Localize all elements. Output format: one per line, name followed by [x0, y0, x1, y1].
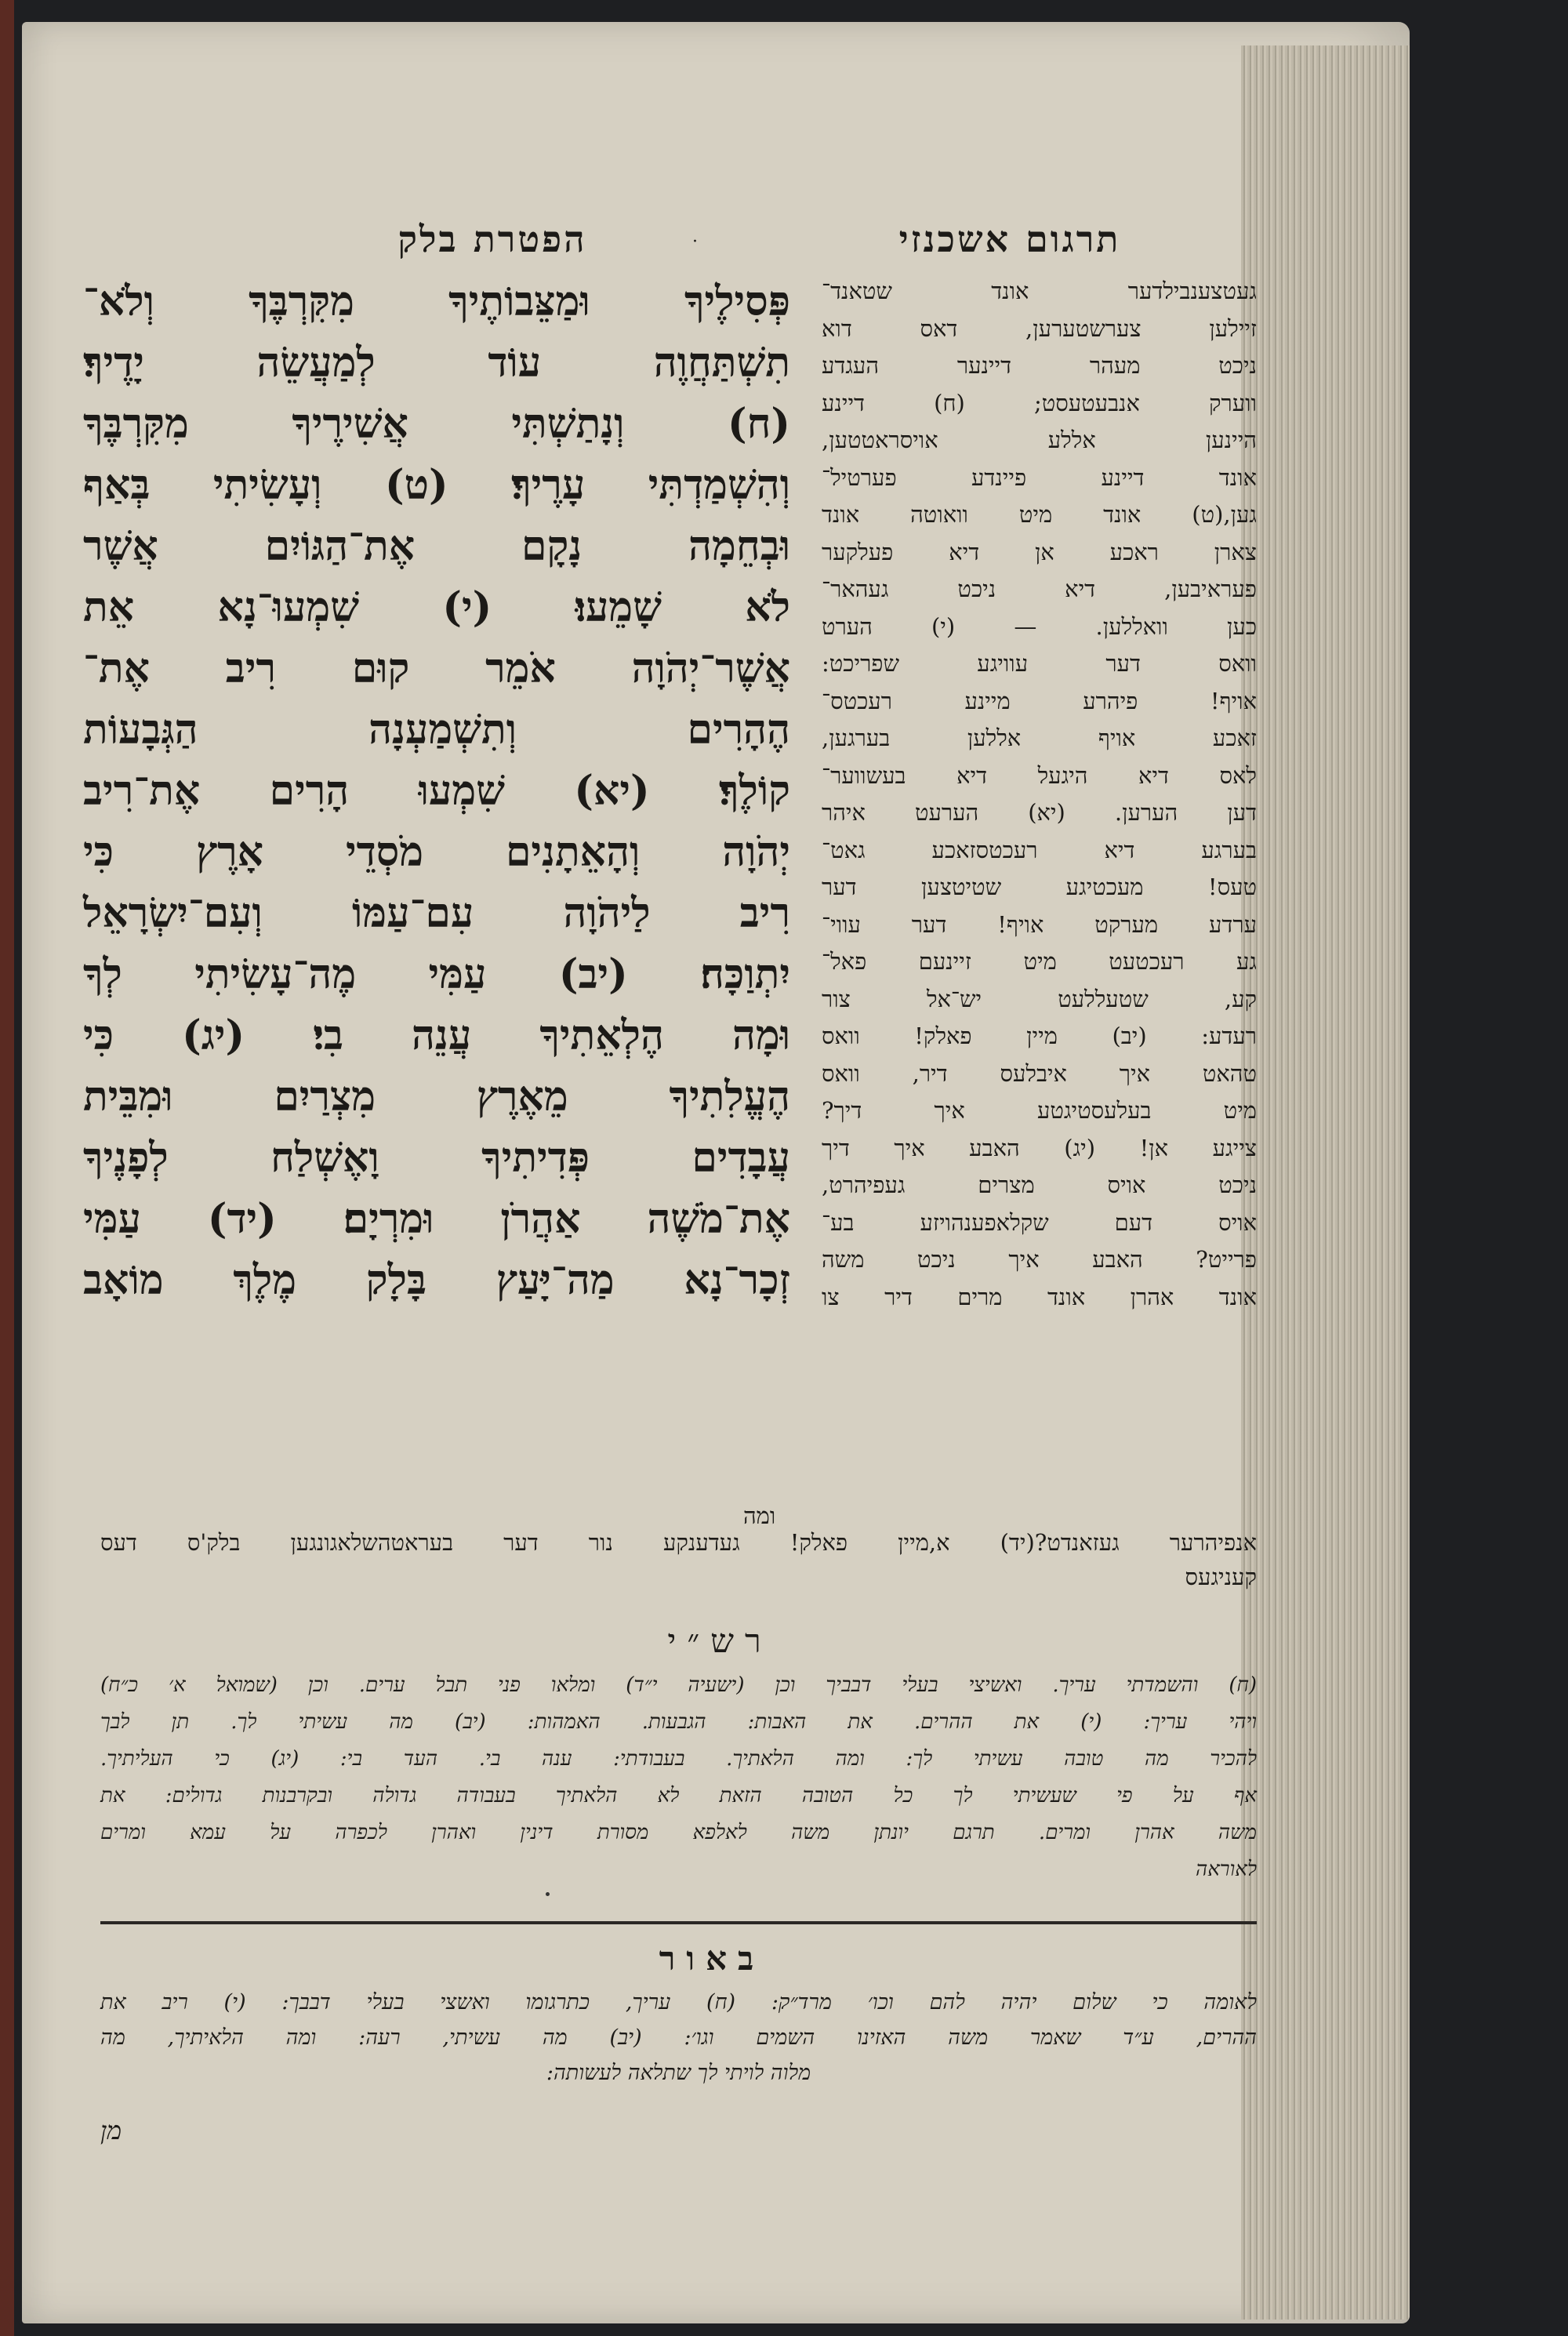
biur-line: ההרים, ע״ד שאמר משה האזינו השמים וגו׳: (יב) מה עשיתי, רעה: ומה הלאיתיך, מה — [100, 2025, 1257, 2050]
hebrew-text-line: הֶעֱלִתִיךָ מֵאֶרֶץ מִצְרַיִם וּמִבֵּית — [83, 1073, 790, 1121]
hebrew-text-line: זְכָר־נָא מַה־יָּעַץ בָּלָק מֶלֶךְ מוֹאָב — [83, 1256, 790, 1304]
rashi-line: להכיר מה טובה עשיתי לך: ומה הלאתיך. בעבודתי: ענה בי. העד בי: (יג) כי העליתיך. — [100, 1747, 1257, 1771]
yiddish-translation-column — [822, 273, 1257, 1316]
rashi-line: לאוראה — [1195, 1858, 1257, 1881]
hebrew-text-line: פְּסִילֶיךָ וּמַצֵּבוֹתֶיךָ מִקִּרְבֶּךָ וְלֹא־ — [83, 278, 790, 325]
rashi-line: (ח) והשמדתי עריך. ואשיצי בעלי דבביך וכן (ישעיה י״ד) ומלאו פני תבל ערים. וכן (שמואל א׳ כ״ח) — [100, 1673, 1257, 1697]
yiddish-text-line: גע רעכטעט מיט זיינעם פאל־ — [822, 948, 1257, 975]
biur-line: לאומה כי שלום יהיה להם וכו׳ מרד״ק: (ח) עריך, כתרגומו ואשצי בעלי דבבך: (י) ריב את — [100, 1990, 1257, 2014]
left-running-header: הפטרת בלק — [397, 218, 587, 260]
yiddish-text-line: פרייט? האבע איך ניכט משה — [822, 1246, 1257, 1273]
yiddish-text-line: אויס דעם שקלאפענהויזע בע־ — [822, 1208, 1257, 1236]
rashi-line: משה אהרן ומרים. תרגם יונתן משה לאלפא מסורת דינין ואהרן לכפרה על עמא ומרים — [100, 1821, 1257, 1844]
hebrew-text-line: וּמָה הֶלְאֵתִיךָ עֲנֵה בִי׃ (יג) כִּי — [83, 1012, 790, 1059]
translation-last-word: קעניגעס — [1185, 1564, 1257, 1590]
yiddish-text-line: זאכע אויף אללען בערגען, — [822, 725, 1257, 751]
yiddish-text-line: גען,(ט) אונד מיט וואוטה אונד — [822, 501, 1257, 528]
hebrew-text-line: הֶהָרִים וְתִשְׁמַעְנָה הַגְּבָעוֹת — [83, 706, 790, 754]
yiddish-text-line: כען וואללען. — (י) הערט — [822, 612, 1257, 640]
ink-speck — [546, 1892, 550, 1896]
biur-commentary — [100, 1985, 1257, 2091]
yiddish-text-line: ניכט מעהר דיינער העגדע — [822, 352, 1257, 379]
catchword: מן — [100, 2116, 122, 2145]
yiddish-text-line: צייגע אן! (יג) האבע איך דיך — [822, 1134, 1257, 1161]
hebrew-text-line: רִיב לַיהֹוָה עִם־עַמּוֹ וְעִם־יִשְׂרָאֵל — [83, 889, 790, 937]
hebrew-text-line: אֶת־מֹשֶׁה אַהֲרֹן וּמִרְיָם׃ (יד) עַמִּי — [83, 1195, 790, 1243]
yiddish-text-line: פעראיבען, דיא ניכט געהאר־ — [822, 576, 1257, 602]
yiddish-text-line: מיט בעלעסטיגטע איך דיך? — [822, 1097, 1257, 1124]
hebrew-text-line: אֲשֶׁר־יְהֹוָה אֹמֵר קוּם רִיב אֶת־ — [83, 645, 790, 692]
header-dot: · — [692, 232, 698, 252]
yiddish-text-line: ווערק אנבעטעסט; (ח) דיינע — [822, 389, 1257, 416]
hebrew-text-line: קוֹלֶךָ׃ (יא) שִׁמְעוּ הָרִים אֶת־רִיב — [83, 767, 790, 815]
hebrew-text-line: (ח) וְנָתַשְׁתִּי אֲשִׁירֶיךָ מִקִּרְבֶּךָ — [83, 400, 790, 448]
yiddish-text-line: אויף! פיהרע מיינע רעכטס־ — [822, 687, 1257, 714]
rashi-commentary — [100, 1667, 1257, 1888]
yiddish-text-line: בערגע דיא רעכטסזאכע גאט־ — [822, 836, 1257, 863]
yiddish-text-line: אונד אהרן אונד מרים דיר צו — [822, 1283, 1257, 1310]
rashi-line: אף על פי שעשיתי לך כל הטובה הזאת לא הלאתיך בעבודה גדולה ובקרבנות גדולים: את — [100, 1784, 1257, 1807]
folio — [22, 22, 1410, 2323]
yiddish-text-line: היינען אללע אויסראטטען, — [822, 427, 1257, 453]
hebrew-text-line: וּבְחֵמָה נָקָם אֶת־הַגּוֹיִם אֲשֶׁר — [83, 522, 790, 570]
book-binding — [0, 0, 14, 2336]
yiddish-text-line: טעס! מעכטיגע שטיטצען דער — [822, 874, 1257, 900]
hebrew-text-line: יְהֹוָה וְהָאֵתָנִים מֹסְדֵי אָרֶץ כִּי — [83, 828, 790, 876]
hebrew-text-line: וְהִשְׁמַדְתִּי עָרֶיךָ׃ (ט) וְעָשִׂיתִי בְּאַף — [83, 461, 790, 509]
yiddish-text-line: ניכט אויס מצרים געפיהרט, — [822, 1172, 1257, 1198]
yiddish-text-line: זיילען צערשטערען, דאס דוא — [822, 314, 1257, 342]
section-divider-rule — [100, 1921, 1257, 1924]
yiddish-text-line: אונד דיינע פיינדע פערטיל־ — [822, 463, 1257, 491]
yiddish-text-line: צארן ראכע אן דיא פעלקער — [822, 538, 1257, 565]
hebrew-text-line: תִשְׁתַּחֲוֶה עוֹד לְמַעֲשֵׂה יָדֶיךָ׃ — [83, 339, 790, 387]
yiddish-text-line: וואס דער עוויגע שפריכט: — [822, 650, 1257, 677]
right-running-header: תרגום אשכנזי — [898, 218, 1121, 260]
hebrew-continuation-word: ומה — [743, 1502, 776, 1529]
rashi-line: ויהי עריך: (י) את ההרים. את האבות: הגבעות. האמהות: (יב) מה עשיתי לך. תן לבך — [100, 1710, 1257, 1734]
biur-line: מלוה לויתי לך שתלאה לעשותה: — [546, 2061, 811, 2085]
yiddish-text-line: ערדע מערקט אויף! דער עווי־ — [822, 910, 1257, 938]
yiddish-text-line: געטצענבילדער אונד שטאנד־ — [822, 278, 1257, 304]
yiddish-text-line: קע, שטעללעט יש־אל צור — [822, 985, 1257, 1012]
yiddish-text-line: לאס דיא היגעל דיא בעשווער־ — [822, 761, 1257, 789]
translation-continuation-line: אנפיהרער געזאנדט?(יד) א,מיין פאלק! געדענקע נור דער בעראטהשלאגונגען בלק'ס דעס — [100, 1529, 1257, 1556]
hebrew-text-column — [83, 271, 790, 1311]
yiddish-text-line: דען הערען. (יא) הערעט איהר — [822, 799, 1257, 826]
hebrew-text-line: יִתְוַכָּח׃ (יב) עַמִּי מֶה־עָשִׂיתִי לְךָ — [83, 950, 790, 998]
hebrew-text-line: לֹא שָׁמֵעוּ׃ (י) שִׁמְעוּ־נָא אֵת — [83, 583, 790, 631]
hebrew-text-line: עֲבָדִים פְּדִיתִיךָ וָאֶשְׁלַח לְפָנֶיךָ — [83, 1134, 790, 1182]
yiddish-text-line: רעדע: (יב) מיין פאלק! וואס — [822, 1023, 1257, 1049]
yiddish-text-line: טהאט איך איבלעס דיר, וואס — [822, 1059, 1257, 1087]
rashi-heading: רש״י — [667, 1622, 772, 1660]
biur-heading: באור — [659, 1939, 765, 1978]
